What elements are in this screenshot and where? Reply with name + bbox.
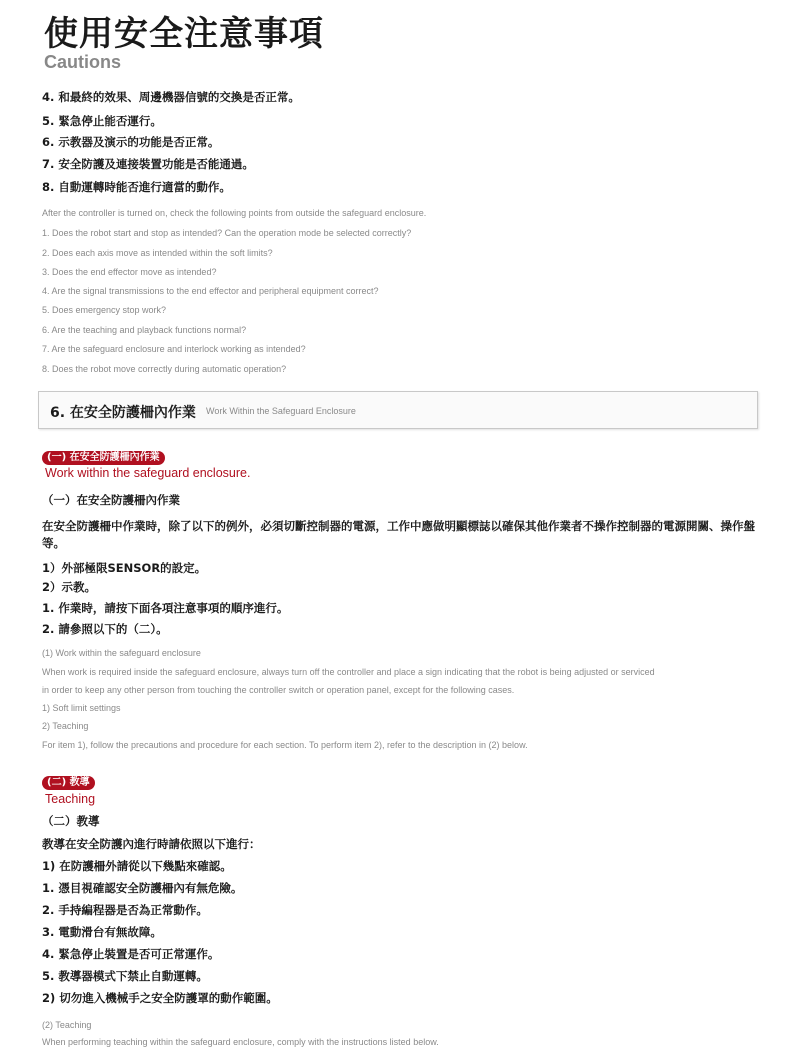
- check-item-zh: 6. 示教器及演示的功能是否正常。: [42, 135, 220, 149]
- section-heading-box: [38, 391, 758, 429]
- part2-line-zh: 1. 憑目視確認安全防護柵內有無危險。: [42, 881, 243, 895]
- part2-line-zh: 5. 教導器模式下禁止自動運轉。: [42, 969, 208, 983]
- part2-en-body-cut: When performing teaching within the safeguard enclosure, comply with the instructions listed below.: [42, 1037, 439, 1047]
- part2-line-zh: 3. 電動滑台有無故障。: [42, 925, 162, 939]
- part1-en-item: For item 1), follow the precautions and procedure for each section. To perform item 2), refer to the description in (2) below.: [42, 740, 528, 750]
- part1-en-body: When work is required inside the safeguard enclosure, always turn off the controller and place a sign indicating that the robot is being adjusted or serviced: [42, 667, 655, 677]
- check-item-en: 1. Does the robot start and stop as intended? Can the operation mode be selected correctly?: [42, 228, 412, 238]
- check-item-en: 2. Does each axis move as intended within the soft limits?: [42, 248, 273, 258]
- part1-item-zh: 2）示教。: [42, 580, 97, 594]
- part1-item-zh: 1）外部極限SENSOR的設定。: [42, 561, 207, 575]
- part2-line-zh: 2. 手持編程器是否為正常動作。: [42, 903, 208, 917]
- part1-en-body: in order to keep any other person from touching the controller switch or operation panel, except for the following cases.: [42, 685, 515, 695]
- check-item-en: 3. Does the end effector move as intended?: [42, 267, 217, 277]
- part1-item-zh: 1. 作業時，請按下面各項注意事項的順序進行。: [42, 601, 289, 615]
- part2-line-zh: 1) 在防護柵外請從以下幾點來確認。: [42, 859, 232, 873]
- part2-line-zh: 教導在安全防護內進行時請依照以下進行：: [42, 837, 261, 851]
- part2-badge: (二) 教導: [42, 776, 95, 790]
- part1-en-item: 2) Teaching: [42, 721, 89, 731]
- check-item-zh: 7. 安全防護及連接裝置功能是否能通過。: [42, 157, 254, 171]
- part1-heading-zh: （一）在安全防護柵內作業: [42, 493, 180, 507]
- part1-en-heading: (1) Work within the safeguard enclosure: [42, 648, 201, 658]
- part2-heading-zh: （二）教導: [42, 814, 100, 828]
- check-item-en: 4. Are the signal transmissions to the end effector and peripheral equipment correct?: [42, 286, 379, 296]
- check-item-en: 6. Are the teaching and playback functions normal?: [42, 325, 247, 335]
- check-item-en: 5. Does emergency stop work?: [42, 305, 167, 315]
- page-header: [44, 14, 324, 72]
- check-intro-en: After the controller is turned on, check the following points from outside the safeguard enclosure.: [42, 208, 427, 218]
- check-item-en: 8. Does the robot move correctly during automatic operation?: [42, 364, 287, 374]
- part1-en-item: 1) Soft limit settings: [42, 703, 121, 713]
- part1-badge: (一) 在安全防護柵內作業: [42, 451, 165, 465]
- section-subtitle: Work Within the Safeguard Enclosure: [206, 406, 356, 416]
- part2-line-zh: 4. 緊急停止裝置是否可正常運作。: [42, 947, 220, 961]
- part1-item-zh: 2. 請參照以下的（二）。: [42, 622, 168, 636]
- check-item-zh: 4. 和最終的效果、周邊機器信號的交換是否正常。: [42, 90, 300, 104]
- part2-title-en: Teaching: [45, 792, 96, 806]
- part2-en-heading: (2) Teaching: [42, 1020, 92, 1030]
- part1-title-en: Work within the safeguard enclosure.: [45, 466, 251, 480]
- check-item-zh: 8. 自動運轉時能否進行適當的動作。: [42, 180, 231, 194]
- part1-body-zh: 在安全防護柵中作業時，除了以下的例外，必須切斷控制器的電源，工作中應做明顯標誌以確保其他作業者不操作控制器的電源開關、操作盤等。: [42, 519, 755, 550]
- check-item-zh: 5. 緊急停止能否運行。: [42, 114, 162, 128]
- section-title: 6. 在安全防護柵內作業: [50, 405, 196, 421]
- part2-line-zh: 2) 切勿進入機械手之安全防護罩的動作範圍。: [42, 991, 278, 1005]
- check-item-en: 7. Are the safeguard enclosure and interlock working as intended?: [42, 344, 306, 354]
- page-subtitle: Cautions: [44, 52, 122, 72]
- page-title: 使用安全注意事項: [44, 14, 324, 54]
